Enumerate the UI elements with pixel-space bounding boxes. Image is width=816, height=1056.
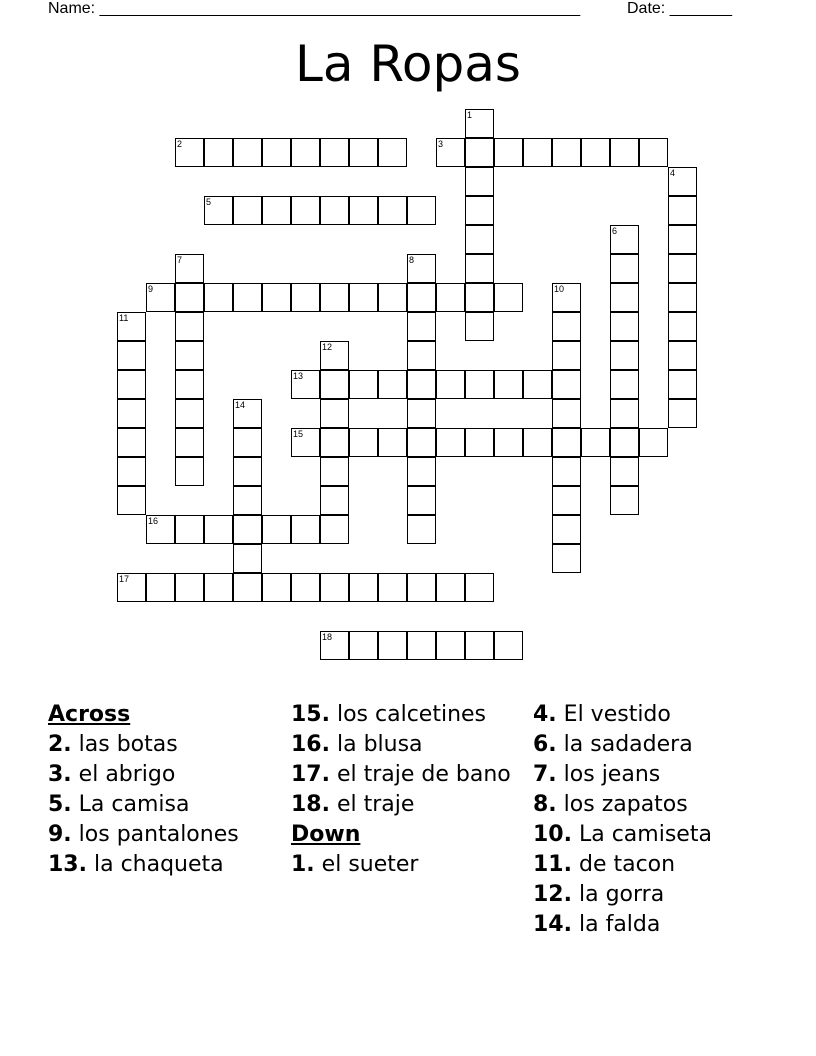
grid-cell[interactable]	[610, 370, 639, 399]
grid-cell[interactable]	[204, 196, 233, 225]
grid-cell[interactable]	[175, 283, 204, 312]
grid-cell[interactable]	[262, 138, 291, 167]
grid-cell[interactable]	[291, 196, 320, 225]
grid-cell[interactable]	[378, 283, 407, 312]
grid-cell[interactable]	[320, 370, 349, 399]
grid-cell[interactable]	[175, 573, 204, 602]
grid-cell[interactable]	[291, 428, 320, 457]
grid-cell[interactable]	[320, 515, 349, 544]
grid-cell[interactable]	[639, 428, 668, 457]
grid-cell[interactable]	[610, 428, 639, 457]
grid-cell[interactable]	[407, 631, 436, 660]
grid-cell[interactable]	[320, 486, 349, 515]
across-clue: 18. el traje	[291, 792, 415, 817]
grid-cell[interactable]	[610, 254, 639, 283]
clue-column-3	[533, 702, 759, 942]
grid-cell[interactable]	[407, 254, 436, 283]
clue-number: 6	[612, 226, 618, 236]
down-clue: 8. los zapatos	[533, 792, 688, 817]
clue-number: 11	[119, 313, 129, 323]
grid-cell[interactable]	[291, 573, 320, 602]
grid-cell[interactable]	[552, 544, 581, 573]
grid-cell[interactable]	[436, 283, 465, 312]
grid-cell[interactable]	[465, 225, 494, 254]
grid-cell[interactable]	[117, 573, 146, 602]
grid-cell[interactable]	[610, 138, 639, 167]
grid-cell[interactable]	[378, 573, 407, 602]
grid-cell[interactable]	[378, 138, 407, 167]
grid-cell[interactable]	[407, 196, 436, 225]
down-clue: 1. el sueter	[291, 852, 419, 877]
down-clue: 11. de tacon	[533, 852, 676, 877]
grid-cell[interactable]	[668, 341, 697, 370]
grid-cell[interactable]	[378, 428, 407, 457]
grid-cell[interactable]	[465, 428, 494, 457]
grid-cell[interactable]	[668, 312, 697, 341]
grid-cell[interactable]	[175, 399, 204, 428]
grid-cell[interactable]	[639, 138, 668, 167]
grid-cell[interactable]	[262, 573, 291, 602]
clue-number: 13	[293, 371, 304, 381]
grid-cell[interactable]	[610, 341, 639, 370]
clue-number: 2	[177, 139, 183, 149]
grid-cell[interactable]	[465, 138, 494, 167]
grid-cell[interactable]	[204, 283, 233, 312]
grid-cell[interactable]	[117, 486, 146, 515]
grid-cell[interactable]	[117, 370, 146, 399]
down-clue: 4. El vestido	[533, 702, 671, 727]
grid-cell[interactable]	[552, 341, 581, 370]
grid-cell[interactable]	[233, 573, 262, 602]
grid-cell[interactable]	[668, 196, 697, 225]
grid-cell[interactable]	[378, 631, 407, 660]
grid-cell[interactable]	[291, 283, 320, 312]
grid-cell[interactable]	[146, 283, 175, 312]
grid-cell[interactable]	[407, 283, 436, 312]
page-title: La Ropas	[295, 35, 521, 93]
grid-cell[interactable]	[175, 254, 204, 283]
grid-cell[interactable]	[349, 196, 378, 225]
grid-cell[interactable]	[291, 370, 320, 399]
grid-cell[interactable]	[668, 225, 697, 254]
clue-column-2	[291, 702, 517, 882]
clue-number: 14	[235, 400, 246, 410]
grid-cell[interactable]	[349, 631, 378, 660]
down-clue: 6. la sadadera	[533, 732, 693, 757]
grid-cell[interactable]	[465, 312, 494, 341]
grid-cell[interactable]	[552, 486, 581, 515]
grid-cell[interactable]	[552, 428, 581, 457]
grid-cell[interactable]	[204, 138, 233, 167]
down-clue: 12. la gorra	[533, 882, 665, 907]
grid-cell[interactable]	[668, 283, 697, 312]
grid-cell[interactable]	[349, 428, 378, 457]
grid-cell[interactable]	[494, 370, 523, 399]
grid-cell[interactable]	[668, 370, 697, 399]
grid-cell[interactable]	[175, 457, 204, 486]
grid-cell[interactable]	[552, 457, 581, 486]
grid-cell[interactable]	[436, 631, 465, 660]
across-clue: 2. las botas	[48, 732, 178, 757]
grid-cell[interactable]	[610, 283, 639, 312]
grid-cell[interactable]	[610, 457, 639, 486]
grid-cell[interactable]	[581, 138, 610, 167]
grid-cell[interactable]	[233, 196, 262, 225]
grid-cell[interactable]	[233, 544, 262, 573]
grid-cell[interactable]	[436, 370, 465, 399]
grid-cell[interactable]	[407, 486, 436, 515]
across-clue: 17. el traje de bano	[291, 762, 511, 787]
grid-cell[interactable]	[117, 457, 146, 486]
grid-cell[interactable]	[494, 283, 523, 312]
clue-number: 15	[293, 429, 304, 439]
grid-cell[interactable]	[552, 138, 581, 167]
grid-cell[interactable]	[378, 370, 407, 399]
grid-cell[interactable]	[233, 457, 262, 486]
grid-cell[interactable]	[436, 428, 465, 457]
grid-cell[interactable]	[262, 283, 291, 312]
down-clue: 10. La camiseta	[533, 822, 712, 847]
grid-cell[interactable]	[320, 283, 349, 312]
grid-cell[interactable]	[117, 312, 146, 341]
grid-cell[interactable]	[465, 631, 494, 660]
clue-number: 17	[119, 574, 130, 584]
grid-cell[interactable]	[465, 254, 494, 283]
grid-cell[interactable]	[465, 109, 494, 138]
grid-cell[interactable]	[204, 573, 233, 602]
grid-cell[interactable]	[552, 370, 581, 399]
grid-cell[interactable]	[465, 370, 494, 399]
grid-cell[interactable]	[233, 428, 262, 457]
grid-cell[interactable]	[233, 515, 262, 544]
grid-cell[interactable]	[320, 399, 349, 428]
grid-cell[interactable]	[320, 138, 349, 167]
clue-number: 1	[467, 110, 473, 120]
grid-cell[interactable]	[175, 370, 204, 399]
grid-cell[interactable]	[146, 573, 175, 602]
grid-cell[interactable]	[407, 573, 436, 602]
clue-number: 10	[554, 284, 565, 294]
grid-cell[interactable]	[436, 573, 465, 602]
clue-number: 16	[148, 516, 159, 526]
grid-cell[interactable]	[117, 399, 146, 428]
grid-cell[interactable]	[407, 341, 436, 370]
grid-cell[interactable]	[494, 138, 523, 167]
clue-number: 8	[409, 255, 415, 265]
grid-cell[interactable]	[320, 631, 349, 660]
grid-cell[interactable]	[552, 515, 581, 544]
grid-cell[interactable]	[407, 457, 436, 486]
grid-cell[interactable]	[465, 283, 494, 312]
grid-cell[interactable]	[146, 515, 175, 544]
grid-cell[interactable]	[436, 138, 465, 167]
grid-cell[interactable]	[175, 341, 204, 370]
grid-cell[interactable]	[523, 138, 552, 167]
grid-cell[interactable]	[175, 138, 204, 167]
grid-cell[interactable]	[610, 312, 639, 341]
across-clue: 15. los calcetines	[291, 702, 487, 727]
grid-cell[interactable]	[233, 283, 262, 312]
grid-cell[interactable]	[407, 312, 436, 341]
grid-cell[interactable]	[233, 138, 262, 167]
grid-cell[interactable]	[175, 515, 204, 544]
grid-cell[interactable]	[407, 399, 436, 428]
grid-cell[interactable]	[320, 196, 349, 225]
grid-cell[interactable]	[523, 370, 552, 399]
clue-number: 12	[322, 342, 333, 352]
grid-cell[interactable]	[494, 428, 523, 457]
grid-cell[interactable]	[291, 515, 320, 544]
grid-cell[interactable]	[349, 573, 378, 602]
grid-cell[interactable]	[349, 138, 378, 167]
grid-cell[interactable]	[320, 457, 349, 486]
grid-cell[interactable]	[175, 428, 204, 457]
grid-cell[interactable]	[320, 341, 349, 370]
grid-cell[interactable]	[465, 167, 494, 196]
grid-cell[interactable]	[407, 370, 436, 399]
grid-cell[interactable]	[668, 399, 697, 428]
grid-cell[interactable]	[349, 370, 378, 399]
across-heading: Across	[48, 702, 131, 727]
grid-cell[interactable]	[262, 515, 291, 544]
across-clue: 5. La camisa	[48, 792, 190, 817]
clue-number: 5	[206, 197, 212, 207]
grid-cell[interactable]	[668, 254, 697, 283]
date-field: Date: _______	[627, 0, 732, 17]
across-clue: 16. la blusa	[291, 732, 423, 757]
grid-cell[interactable]	[668, 167, 697, 196]
across-clue: 3. el abrigo	[48, 762, 176, 787]
grid-cell[interactable]	[320, 573, 349, 602]
grid-cell[interactable]	[552, 399, 581, 428]
down-heading: Down	[291, 822, 361, 847]
grid-cell[interactable]	[204, 515, 233, 544]
grid-cell[interactable]	[465, 196, 494, 225]
clue-number: 4	[670, 168, 676, 178]
grid-cell[interactable]	[320, 428, 349, 457]
grid-cell[interactable]	[117, 341, 146, 370]
clue-column-1	[48, 702, 274, 882]
grid-cell[interactable]	[610, 225, 639, 254]
across-clue: 9. los pantalones	[48, 822, 239, 847]
down-clue: 14. la falda	[533, 912, 661, 937]
grid-cell[interactable]	[233, 399, 262, 428]
grid-cell[interactable]	[523, 428, 552, 457]
grid-cell[interactable]	[117, 428, 146, 457]
grid-cell[interactable]	[552, 283, 581, 312]
grid-cell[interactable]	[407, 515, 436, 544]
clue-number: 9	[148, 284, 154, 294]
clue-number: 18	[322, 632, 333, 642]
grid-cell[interactable]	[494, 631, 523, 660]
clue-number: 7	[177, 255, 183, 265]
grid-cell[interactable]	[610, 486, 639, 515]
grid-cell[interactable]	[233, 486, 262, 515]
down-clue: 7. los jeans	[533, 762, 661, 787]
grid-cell[interactable]	[407, 428, 436, 457]
name-field: Name: ______________________________________________________	[48, 0, 581, 17]
grid-cell[interactable]	[610, 399, 639, 428]
grid-cell[interactable]	[291, 138, 320, 167]
grid-cell[interactable]	[262, 196, 291, 225]
grid-cell[interactable]	[552, 312, 581, 341]
grid-cell[interactable]	[378, 196, 407, 225]
grid-cell[interactable]	[581, 428, 610, 457]
grid-cell[interactable]	[349, 283, 378, 312]
grid-cell[interactable]	[175, 312, 204, 341]
across-clue: 13. la chaqueta	[48, 852, 224, 877]
grid-cell[interactable]	[465, 573, 494, 602]
clue-number: 3	[438, 139, 444, 149]
